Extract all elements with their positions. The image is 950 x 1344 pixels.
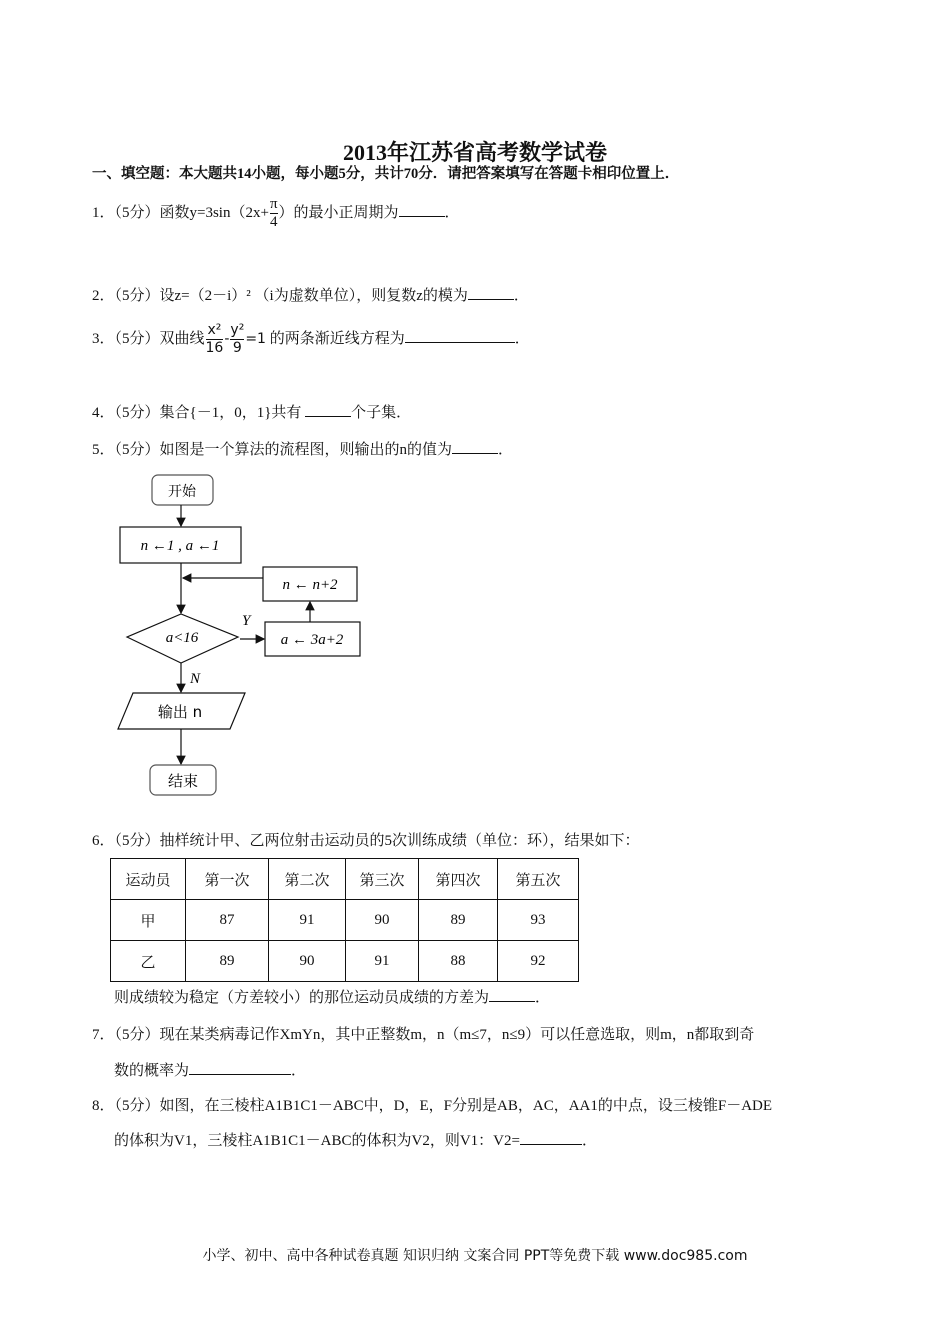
answer-blank[interactable]	[520, 1130, 582, 1145]
cell: 甲	[111, 900, 186, 941]
condition-label: a<16	[165, 630, 199, 646]
question-8: 8．（5分）如图，在三棱柱A1B1C1－ABC中，D，E，F分别是AB，AC，AA1的中点，设三棱锥F－ADE	[92, 1098, 773, 1114]
numerator: x²	[207, 322, 222, 338]
question-6: 6．（5分）抽样统计甲、乙两位射击运动员的5次训练成绩（单位：环），结果如下：	[92, 833, 640, 849]
header-cell: 第二次	[269, 859, 346, 900]
answer-blank[interactable]	[189, 1060, 291, 1075]
q2-text: 2．（5分）设z=（2－i）² （i为虚数单位），则复数z的模为	[92, 288, 468, 304]
q1-text-2: ）的最小正周期为	[278, 204, 399, 221]
cell: 89	[419, 900, 498, 941]
period: ．	[444, 204, 460, 221]
q3-text: 3．（5分）双曲线	[92, 330, 205, 347]
header-cell: 第一次	[186, 859, 269, 900]
cell: 乙	[111, 941, 186, 982]
q8-text-2: 的体积为V1，三棱柱A1B1C1－ABC的体积为V2，则V1：V2=	[114, 1133, 520, 1149]
question-8-line-2	[114, 1129, 597, 1150]
q1-text: 1．（5分）函数y=3sin（2x+	[92, 204, 269, 221]
period: ．	[581, 1133, 597, 1149]
cell: 88	[419, 941, 498, 982]
denominator: 16	[205, 340, 224, 356]
init-label: n ←1 , a ←1	[140, 538, 220, 554]
cell: 89	[186, 941, 269, 982]
period: ．	[291, 1063, 307, 1079]
numerator: π	[269, 196, 278, 212]
period: ．	[513, 288, 529, 304]
question-7: 7．（5分）现在某类病毒记作XmYn，其中正整数m，n（m≤7，n≤9）可以任意选取，则m，n都取到奇	[92, 1027, 755, 1043]
period: ．	[514, 330, 530, 347]
section-heading: 一、填空题：本大题共14小题，每小题5分，共计70分．请把答案填写在答题卡相印位置上．	[92, 166, 680, 182]
start-label: 开始	[168, 484, 196, 500]
footer-text: 小学、初中、高中各种试卷真题 知识归纳 文案合同 PPT等免费下载 www.doc985.com	[202, 1248, 748, 1264]
q5-text: 5．（5分）如图是一个算法的流程图，则输出的n的值为	[92, 442, 453, 458]
denominator: 9	[232, 340, 242, 356]
table-row	[111, 900, 579, 941]
page-title: 2013年江苏省高考数学试卷	[342, 140, 607, 165]
no-label: N	[190, 671, 201, 687]
header-cell: 运动员	[111, 859, 186, 900]
header-cell: 第五次	[498, 859, 579, 900]
q6-text-2: 则成绩较为稳定（方差较小）的那位运动员成绩的方差为	[114, 990, 490, 1006]
update-label: a ← 3a+2	[280, 632, 344, 648]
period: ．	[498, 442, 514, 458]
question-6-followup	[114, 986, 550, 1007]
q3-text-2: 的两条渐近线方程为	[269, 330, 405, 347]
yes-label: Y	[242, 613, 251, 629]
header-cell: 第四次	[419, 859, 498, 900]
question-7-line-2	[114, 1059, 306, 1080]
minus: -	[224, 330, 230, 347]
period: ．	[535, 990, 551, 1006]
cell: 93	[498, 900, 579, 941]
end-label: 结束	[167, 772, 199, 790]
denominator: 4	[269, 214, 278, 230]
cell: 92	[498, 941, 579, 982]
cell: 87	[186, 900, 269, 941]
table-header-row	[111, 859, 579, 900]
equals: =1	[245, 330, 266, 347]
score-table	[110, 858, 579, 982]
table-row	[111, 941, 579, 982]
cell: 90	[269, 941, 346, 982]
header-cell: 第三次	[346, 859, 419, 900]
cell: 91	[346, 941, 419, 982]
q4-text: 4．（5分）集合{－1，0，1}共有	[92, 405, 302, 421]
answer-blank[interactable]	[489, 987, 535, 1002]
output-label: 输出 n	[157, 703, 203, 721]
cell: 90	[346, 900, 419, 941]
cell: 91	[269, 900, 346, 941]
q4-text-2: 个子集．	[351, 405, 412, 421]
numerator: y²	[230, 322, 245, 338]
loop-label: n ← n+2	[282, 577, 338, 593]
q7-text-2: 数的概率为	[114, 1063, 190, 1079]
